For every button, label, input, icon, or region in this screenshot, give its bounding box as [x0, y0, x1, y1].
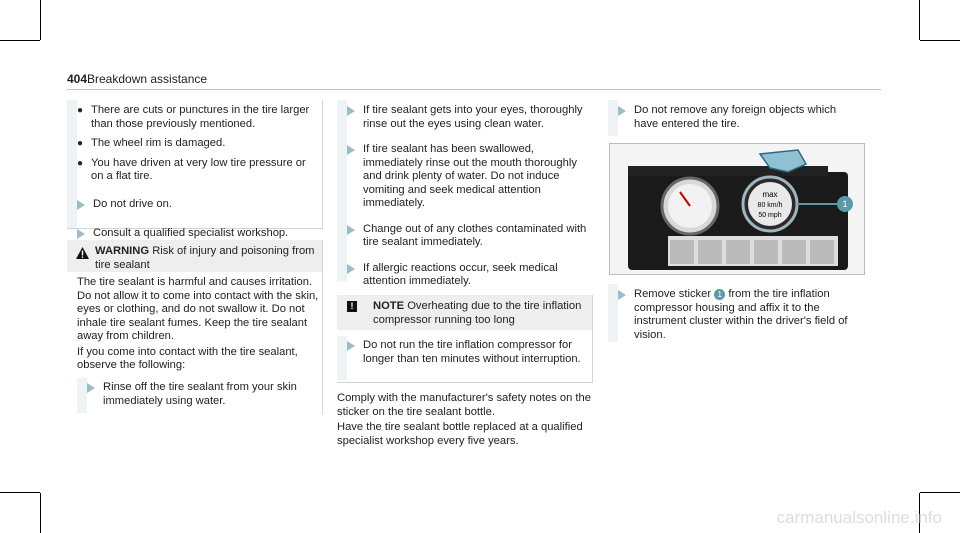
- warning-label: WARNING: [95, 245, 150, 257]
- sticker-text-mph: 50 mph: [758, 212, 782, 219]
- block-border: [322, 240, 323, 415]
- note-heading: NOTE Overheating due to the tire inflation compressor running too long: [373, 300, 582, 326]
- column-3-step-1: [608, 104, 863, 147]
- warning-paragraph: If you come into contact with the tire sealant, observe the following:: [77, 345, 298, 371]
- step-item: Rinse off the tire sealant from your skin immediately using water.: [77, 381, 320, 408]
- sticker-text-kmh: 80 km/h: [757, 202, 783, 209]
- step-item: Remove sticker 1 from the tire inflation compressor housing and affix it to the instrument cluster within the driver's field of vision.: [608, 288, 863, 342]
- sticker-text-max: max: [762, 190, 778, 199]
- block-border: [592, 295, 593, 382]
- arrow-icon: [347, 225, 355, 235]
- step-item: Do not run the tire inflation compressor for longer than ten minutes without interruption.: [337, 339, 587, 366]
- block-border: [337, 382, 593, 383]
- crop-mark: [0, 492, 40, 493]
- step-item: Consult a qualified specialist workshop.: [77, 227, 317, 241]
- section-title: Breakdown assistance: [87, 72, 208, 86]
- column-2-paragraphs: [337, 392, 592, 448]
- page-number: 404: [67, 72, 88, 86]
- arrow-icon: [618, 106, 626, 116]
- exclamation-icon: !: [347, 301, 357, 312]
- column-bar: [67, 100, 77, 228]
- arrow-icon: [347, 264, 355, 274]
- arrow-icon: [347, 106, 355, 116]
- step-item: If tire sealant gets into your eyes, thoroughly rinse out the eyes using clean water.: [337, 104, 587, 131]
- watermark: carmanualsonline.info: [776, 508, 942, 527]
- arrow-icon: [347, 145, 355, 155]
- callout-1-badge: 1: [714, 289, 725, 300]
- column-1-upper: [77, 104, 317, 257]
- step-item: Do not remove any foreign objects which have entered the tire.: [608, 104, 863, 131]
- crop-mark: [920, 492, 960, 493]
- warning-paragraph: The tire sealant is harmful and causes irritation. Do not allow it to come into contact with the skin, eyes or clothing, and do not swallow it. Do not inhale tire sealant fumes. Keep the tire sealant away from children.: [77, 276, 319, 342]
- list-item: ● You have driven at very low tire pressure or on a flat tire.: [77, 156, 306, 182]
- column-2-steps: [337, 104, 587, 305]
- compressor-sticker-image: [609, 143, 865, 275]
- list-item: ● There are cuts or punctures in the tire larger than those previously mentioned.: [77, 104, 310, 130]
- crop-mark: [40, 0, 41, 40]
- warning-icon: [76, 247, 89, 259]
- body-paragraph: Comply with the manufacturer's safety notes on the sticker on the tire sealant bottle.: [337, 392, 591, 418]
- arrow-icon: [77, 200, 85, 210]
- step-item: If allergic reactions occur, seek medical attention immediately.: [337, 262, 587, 289]
- body-paragraph: Have the tire sealant bottle replaced at a qualified specialist workshop every five years.: [337, 421, 583, 447]
- arrow-icon: [87, 383, 95, 393]
- step-item: Do not drive on.: [77, 198, 317, 212]
- block-border: [322, 100, 323, 228]
- callout-1: 1: [842, 199, 848, 209]
- warning-steps: [77, 381, 320, 424]
- step-item: Change out of any clothes contaminated with tire sealant immediately.: [337, 223, 587, 250]
- arrow-icon: [618, 290, 626, 300]
- warning-heading: WARNING Risk of injury and poisoning from tire sealant: [95, 245, 315, 271]
- note-steps: [337, 339, 587, 382]
- note-label: NOTE: [373, 300, 405, 312]
- warning-body: [77, 276, 320, 383]
- list-item: ● The wheel rim is damaged.: [77, 137, 226, 149]
- arrow-icon: [347, 341, 355, 351]
- arrow-icon: [77, 229, 85, 239]
- crop-mark: [40, 493, 41, 533]
- crop-mark: [920, 40, 960, 41]
- crop-mark: [919, 0, 920, 40]
- column-3-step-2: [608, 288, 863, 358]
- step-item: If tire sealant has been swallowed, immediately rinse out the mouth thoroughly and drink plenty of water. Do not induce vomiting and seek medical attention immediately.: [337, 143, 587, 211]
- compressor-illustration: [610, 144, 864, 274]
- crop-mark: [0, 40, 40, 41]
- header-rule: [67, 89, 881, 90]
